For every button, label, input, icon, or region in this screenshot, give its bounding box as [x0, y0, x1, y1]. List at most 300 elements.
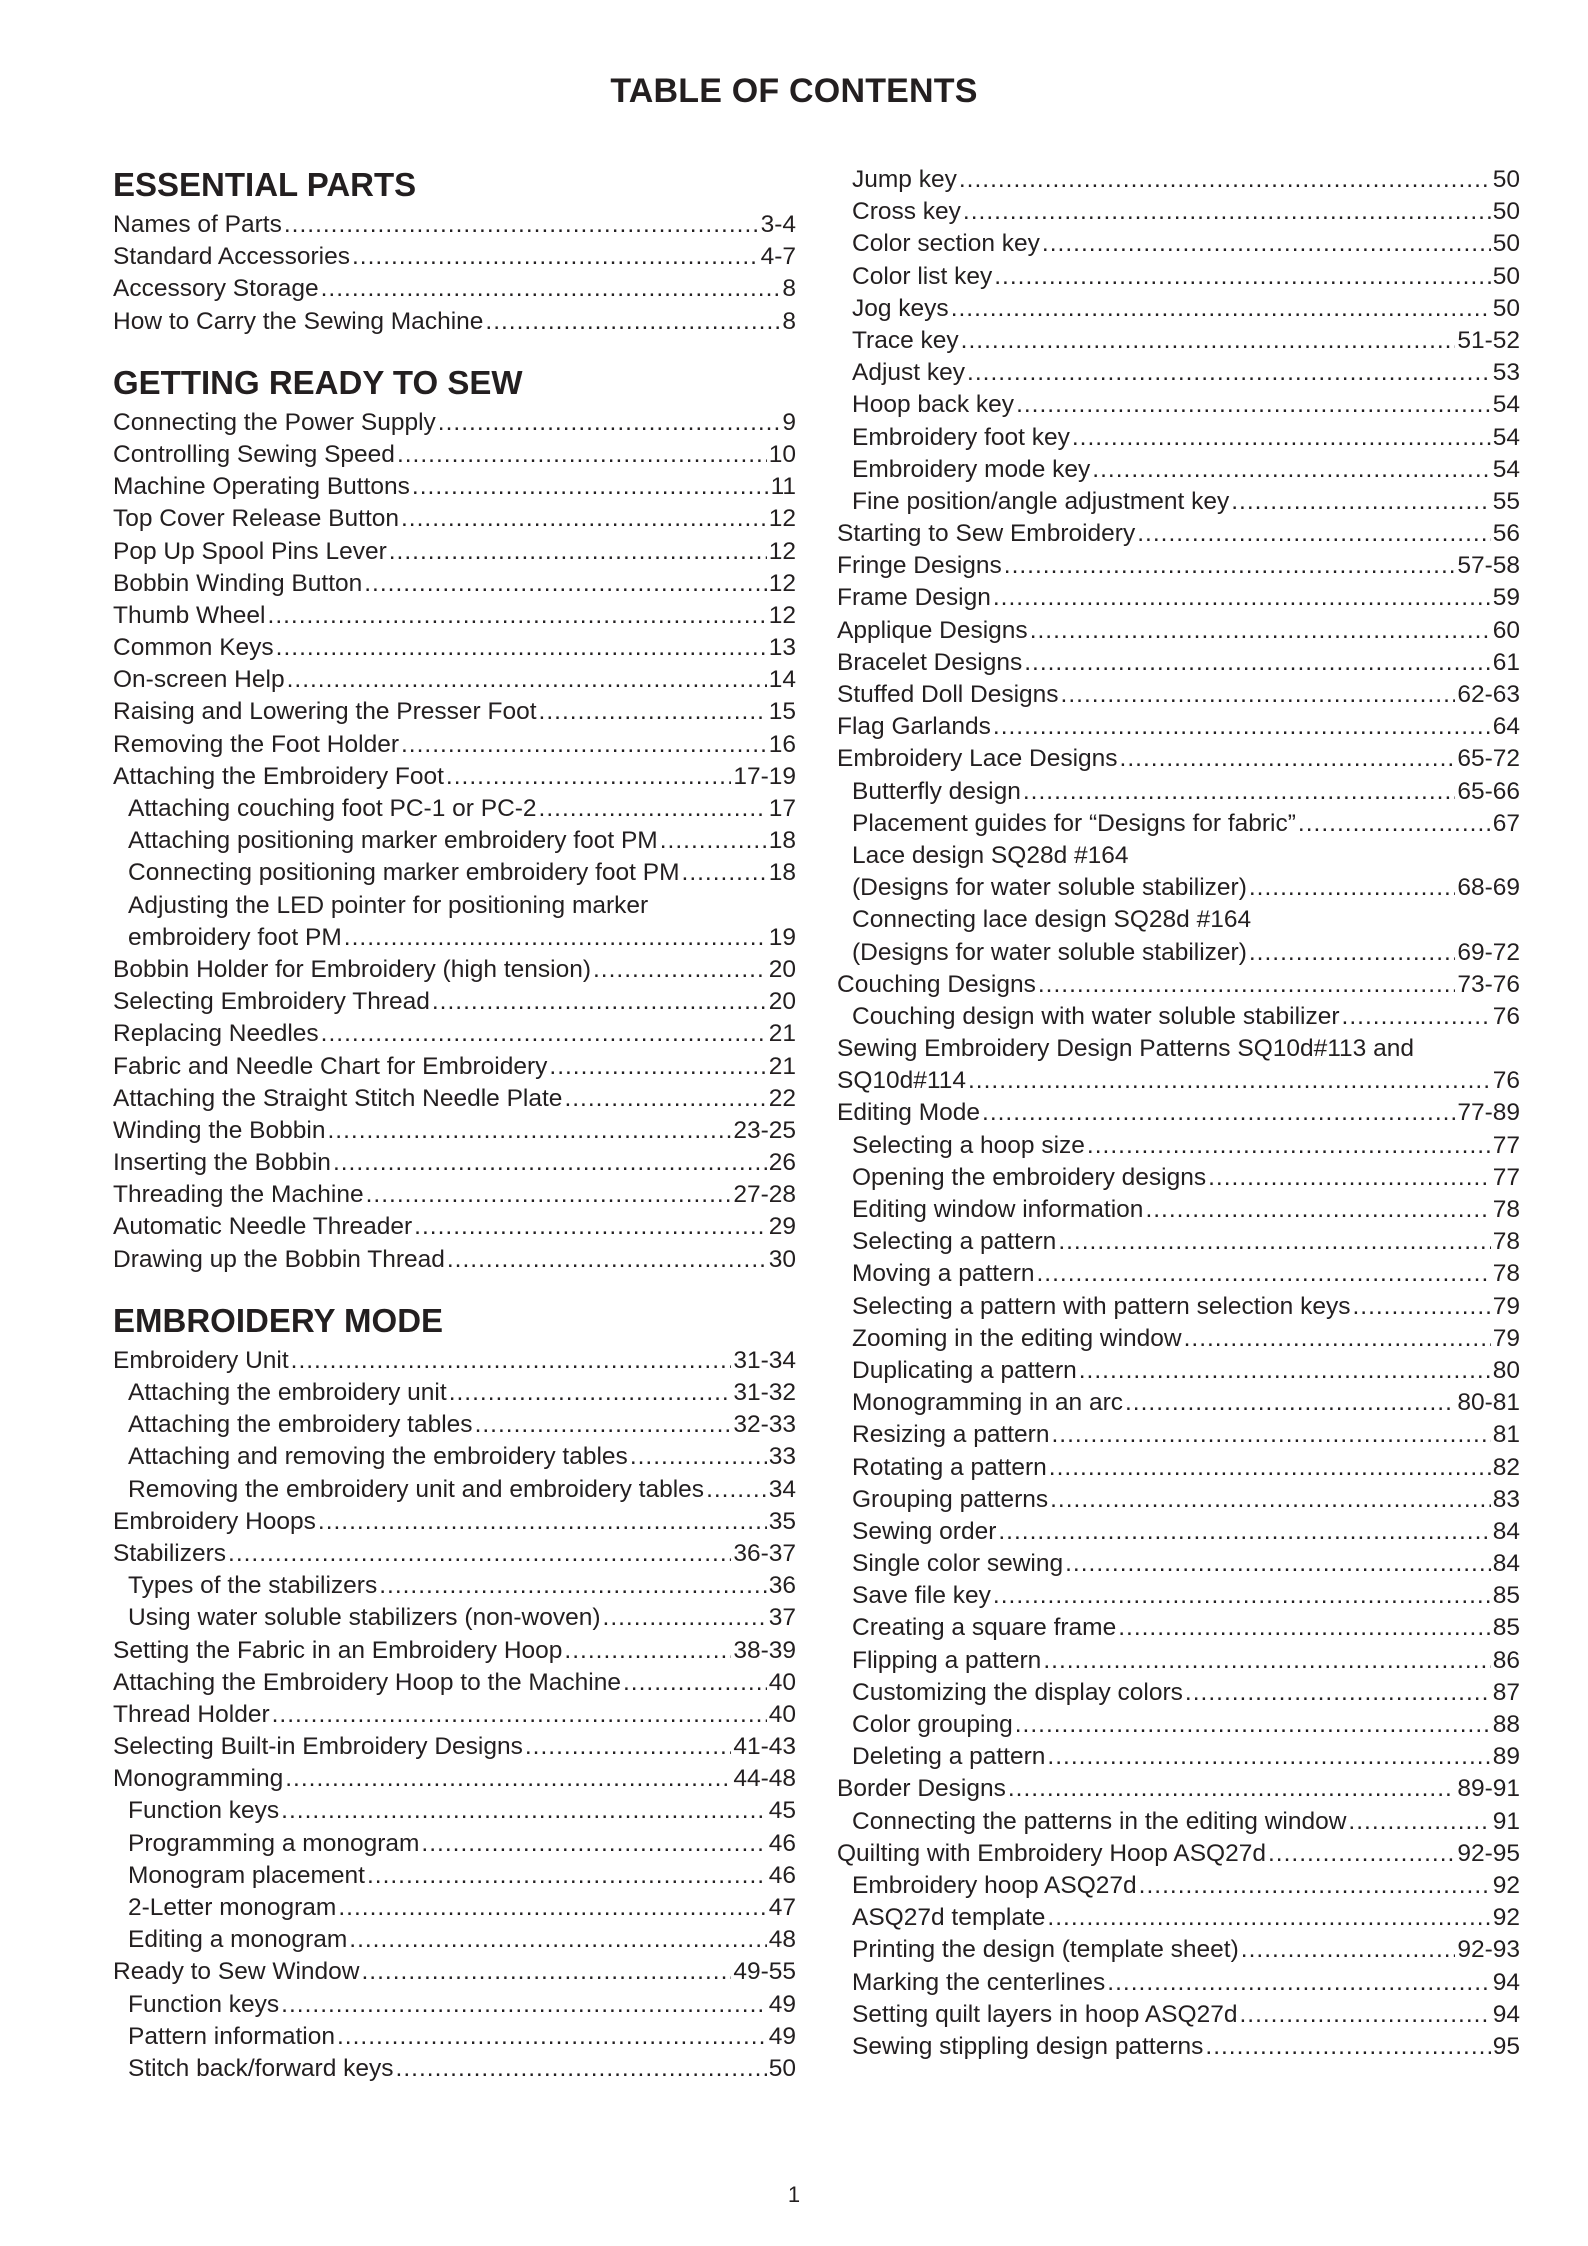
- toc-entry-title: Duplicating a pattern: [852, 1356, 1077, 1384]
- toc-entry-title: Stuffed Doll Designs: [837, 681, 1059, 708]
- toc-entry[interactable]: [113, 1828, 796, 1860]
- toc-entry[interactable]: [837, 1226, 1520, 1258]
- toc-entry[interactable]: [837, 1419, 1520, 1451]
- toc-entry-title: SQ10d#114: [837, 1067, 966, 1095]
- toc-entry[interactable]: [837, 937, 1520, 969]
- toc-entry[interactable]: [113, 1506, 796, 1538]
- dot-leader: [951, 293, 1491, 325]
- toc-entry[interactable]: [837, 164, 1520, 196]
- dot-leader: [285, 1763, 731, 1795]
- toc-entry[interactable]: [113, 1051, 796, 1083]
- dot-leader: [1030, 615, 1491, 647]
- dot-leader: [367, 1860, 767, 1892]
- toc-entry-title: Monogramming: [113, 1765, 284, 1793]
- toc-entry[interactable]: [113, 1731, 796, 1763]
- toc-entry[interactable]: [837, 904, 1520, 936]
- toc-entry-page: 41-43: [733, 1733, 796, 1761]
- dot-leader: [1049, 1452, 1491, 1484]
- dot-leader: [1043, 1645, 1490, 1677]
- toc-entry[interactable]: [113, 1892, 796, 1924]
- toc-entry-title: Removing the Foot Holder: [113, 730, 399, 758]
- toc-entry-page: 92-95: [1457, 1839, 1520, 1867]
- toc-entry[interactable]: [113, 1244, 796, 1276]
- toc-entry[interactable]: [837, 615, 1520, 647]
- toc-entry-page: 35: [768, 1507, 796, 1535]
- toc-entry-page: 15: [768, 698, 796, 726]
- toc-entry-page: 23-25: [733, 1116, 796, 1144]
- dot-leader: [389, 536, 767, 568]
- toc-entry[interactable]: [113, 600, 796, 632]
- dot-leader: [993, 582, 1491, 614]
- toc-entry-title: Sewing stippling design patterns: [852, 2032, 1204, 2060]
- toc-entry-title: Attaching the Embroidery Hoop to the Machine: [113, 1668, 621, 1696]
- toc-entry[interactable]: [113, 306, 796, 338]
- toc-entry-page: 91: [1492, 1807, 1520, 1835]
- dot-leader: [1037, 1258, 1491, 1290]
- toc-entry-page: 81: [1492, 1421, 1520, 1449]
- toc-entry-page: 61: [1492, 648, 1520, 676]
- toc-entry[interactable]: [113, 1699, 796, 1731]
- dot-leader: [349, 1924, 766, 1956]
- dot-leader: [276, 632, 767, 664]
- toc-entry[interactable]: [113, 503, 796, 535]
- dot-leader: [1118, 1612, 1491, 1644]
- toc-entry[interactable]: [837, 840, 1520, 872]
- toc-entry-page: 33: [768, 1443, 796, 1471]
- toc-entry-page: 38-39: [733, 1636, 796, 1664]
- toc-entry-page: 44-48: [733, 1765, 796, 1793]
- toc-left-column: [113, 162, 796, 2085]
- toc-entry[interactable]: [837, 1516, 1520, 1548]
- dot-leader: [1352, 1291, 1490, 1323]
- toc-entry[interactable]: [837, 1065, 1520, 1097]
- toc-entry-page: 95: [1492, 2032, 1520, 2060]
- toc-entry-page: 94: [1492, 1968, 1520, 1996]
- toc-entry-page: 67: [1492, 809, 1520, 837]
- toc-entry[interactable]: [837, 1580, 1520, 1612]
- toc-entry-page: 46: [768, 1829, 796, 1857]
- toc-entry[interactable]: [837, 1258, 1520, 1290]
- toc-entry-page: 20: [768, 955, 796, 983]
- toc-entry[interactable]: [113, 1795, 796, 1827]
- dot-leader: [1087, 1130, 1491, 1162]
- dot-leader: [1072, 422, 1491, 454]
- toc-section: [113, 360, 796, 1276]
- toc-entry-title: Setting the Fabric in an Embroidery Hoop: [113, 1636, 563, 1664]
- toc-entry-page: 78: [1492, 1196, 1520, 1223]
- toc-entry[interactable]: [837, 1291, 1520, 1323]
- toc-entry-page: 84: [1492, 1550, 1520, 1578]
- dot-leader: [539, 696, 767, 728]
- toc-entry[interactable]: [113, 2053, 796, 2085]
- dot-leader: [1120, 743, 1456, 775]
- toc-entry[interactable]: [113, 1441, 796, 1473]
- toc-entry-page: 54: [1492, 391, 1520, 419]
- toc-entry[interactable]: [837, 1162, 1520, 1194]
- dot-leader: [961, 325, 1456, 357]
- toc-entry-page: 54: [1492, 423, 1520, 451]
- toc-entry-list: [113, 407, 796, 1276]
- dot-leader: [1061, 679, 1456, 711]
- toc-entry-title: Raising and Lowering the Presser Foot: [113, 698, 537, 726]
- dot-leader: [994, 261, 1491, 293]
- toc-entry-page: 12: [768, 569, 796, 597]
- toc-entry-page: 47: [768, 1894, 796, 1921]
- toc-entry-page: 82: [1492, 1453, 1520, 1481]
- toc-entry[interactable]: [837, 1709, 1520, 1741]
- toc-entry[interactable]: [113, 568, 796, 600]
- toc-entry-title: Quilting with Embroidery Hoop ASQ27d: [837, 1839, 1266, 1867]
- toc-entry-title: Deleting a pattern: [852, 1743, 1046, 1771]
- section-heading: EMBROIDERY MODE: [113, 1301, 444, 1339]
- toc-entry[interactable]: [837, 1902, 1520, 1934]
- toc-entry-title: Customizing the display colors: [852, 1678, 1183, 1706]
- toc-entry-title: Frame Design: [837, 584, 991, 612]
- toc-entry-page: 78: [1492, 1260, 1520, 1288]
- toc-entry-title: Attaching the embroidery unit: [128, 1379, 447, 1406]
- toc-entry-page: 78: [1492, 1228, 1520, 1256]
- dot-leader: [1342, 1001, 1491, 1033]
- toc-entry-title: Sewing order: [852, 1517, 997, 1545]
- toc-right-column: [837, 164, 1520, 2063]
- toc-entry[interactable]: [113, 209, 796, 241]
- toc-entry-page: 87: [1492, 1678, 1520, 1706]
- page-number: 1: [787, 2182, 801, 2207]
- dot-leader: [1047, 1902, 1490, 1934]
- toc-entry-title: Attaching the Straight Stitch Needle Plate: [113, 1084, 563, 1112]
- toc-entry-page: 12: [768, 537, 796, 565]
- dot-leader: [630, 1441, 767, 1473]
- toc-entry[interactable]: [113, 407, 796, 439]
- toc-entry-title: Monogramming in an arc: [852, 1389, 1123, 1417]
- toc-entry[interactable]: [837, 1967, 1520, 1999]
- toc-entry-page: 18: [768, 827, 796, 855]
- dot-leader: [1024, 647, 1491, 679]
- toc-entry[interactable]: [837, 679, 1520, 711]
- dot-leader: [1050, 1484, 1491, 1516]
- toc-entry[interactable]: [113, 1409, 796, 1441]
- toc-entry[interactable]: [837, 711, 1520, 743]
- toc-entry[interactable]: [837, 776, 1520, 808]
- toc-entry-title: Adjusting the LED pointer for positioning marker: [128, 891, 649, 919]
- toc-entry[interactable]: [113, 1956, 796, 1988]
- toc-entry[interactable]: [837, 743, 1520, 775]
- toc-entry[interactable]: [837, 2031, 1520, 2063]
- toc-entry-page: 21: [768, 1052, 796, 1080]
- dot-leader: [998, 1516, 1490, 1548]
- toc-entry-page: 45: [768, 1797, 796, 1825]
- toc-entry-title: Winding the Bobbin: [113, 1116, 326, 1144]
- dot-leader: [682, 857, 767, 889]
- dot-leader: [284, 209, 759, 241]
- toc-entry[interactable]: [113, 986, 796, 1018]
- dot-leader: [564, 1635, 731, 1667]
- toc-entry-title: Top Cover Release Button: [113, 505, 399, 533]
- toc-entry[interactable]: [837, 357, 1520, 389]
- dot-leader: [446, 761, 731, 793]
- dot-leader: [414, 1211, 767, 1243]
- toc-entry-title: Cross key: [852, 198, 961, 226]
- toc-entry-title: 2-Letter monogram: [128, 1894, 337, 1921]
- dot-leader: [352, 241, 759, 273]
- toc-entry[interactable]: [837, 1999, 1520, 2031]
- dot-leader: [475, 1409, 732, 1441]
- toc-entry[interactable]: [837, 550, 1520, 582]
- toc-entry[interactable]: [837, 647, 1520, 679]
- toc-entry-title: How to Carry the Sewing Machine: [113, 307, 484, 335]
- section-heading: ESSENTIAL PARTS: [113, 166, 417, 203]
- toc-entry-page: 49: [768, 2022, 796, 2050]
- toc-entry[interactable]: [837, 422, 1520, 454]
- dot-leader: [401, 729, 767, 761]
- toc-entry[interactable]: [837, 486, 1520, 518]
- toc-entry[interactable]: [837, 1484, 1520, 1516]
- toc-entry[interactable]: [837, 325, 1520, 357]
- toc-entry-page: 36-37: [733, 1539, 796, 1567]
- toc-entry[interactable]: [113, 1860, 796, 1892]
- toc-entry-title: Names of Parts: [113, 211, 282, 238]
- toc-entry-title: Pattern information: [128, 2022, 335, 2050]
- toc-entry[interactable]: [113, 536, 796, 568]
- dot-leader: [1023, 776, 1455, 808]
- toc-entry[interactable]: [837, 969, 1520, 1001]
- dot-leader: [327, 1115, 731, 1147]
- toc-entry-title: Butterfly design: [852, 777, 1021, 805]
- toc-entry-title: Selecting Built-in Embroidery Designs: [113, 1733, 523, 1761]
- toc-entry-page: 77: [1492, 1131, 1520, 1159]
- toc-entry-title: Flipping a pattern: [852, 1646, 1042, 1674]
- toc-entry[interactable]: [113, 954, 796, 986]
- toc-entry-title: Connecting the patterns in the editing window: [852, 1807, 1347, 1835]
- toc-entry-title: Selecting a pattern: [852, 1228, 1057, 1256]
- dot-leader: [485, 306, 780, 338]
- toc-entry[interactable]: [113, 1602, 796, 1634]
- dot-leader: [1107, 1967, 1490, 1999]
- toc-entry-page: 89-91: [1457, 1775, 1520, 1803]
- toc-entry[interactable]: [837, 1677, 1520, 1709]
- toc-entry-title: Monogram placement: [128, 1861, 365, 1889]
- toc-entry-page: 92: [1492, 1904, 1520, 1932]
- toc-entry[interactable]: [113, 1763, 796, 1795]
- toc-entry-title: Embroidery Hoops: [113, 1507, 316, 1535]
- toc-entry-title: (Designs for water soluble stabilizer): [852, 874, 1247, 902]
- toc-entry-page: 69-72: [1457, 938, 1520, 966]
- toc-entry[interactable]: [837, 1870, 1520, 1902]
- toc-entry[interactable]: [113, 1115, 796, 1147]
- toc-entry-title: Fringe Designs: [837, 552, 1002, 580]
- toc-entry[interactable]: [113, 825, 796, 857]
- dot-leader: [539, 793, 767, 825]
- dot-leader: [379, 1570, 767, 1602]
- toc-entry[interactable]: [837, 872, 1520, 904]
- toc-entry-title: Threading the Machine: [113, 1181, 364, 1209]
- toc-entry[interactable]: [837, 808, 1520, 840]
- toc-entry-title: Pop Up Spool Pins Lever: [113, 537, 387, 565]
- toc-entry-title: Replacing Needles: [113, 1020, 319, 1048]
- toc-entry-page: 50: [1492, 294, 1520, 322]
- toc-entry[interactable]: [837, 1548, 1520, 1580]
- toc-entry[interactable]: [113, 1147, 796, 1179]
- toc-entry-page: 76: [1492, 1002, 1520, 1030]
- toc-entry[interactable]: [113, 696, 796, 728]
- toc-entry[interactable]: [837, 1612, 1520, 1644]
- dot-leader: [318, 1506, 767, 1538]
- toc-entry-page: 10: [768, 440, 796, 468]
- toc-entry[interactable]: [837, 196, 1520, 228]
- dot-leader: [338, 1892, 766, 1924]
- toc-entry-title: Editing Mode: [837, 1099, 981, 1127]
- toc-entry[interactable]: [837, 1130, 1520, 1162]
- toc-entry-page: 94: [1492, 2000, 1520, 2028]
- toc-entry[interactable]: [113, 1538, 796, 1570]
- toc-entry[interactable]: [113, 2021, 796, 2053]
- toc-entry[interactable]: [113, 439, 796, 471]
- toc-entry[interactable]: [837, 1741, 1520, 1773]
- toc-entry[interactable]: [837, 1773, 1520, 1805]
- toc-entry-page: 37: [768, 1604, 796, 1632]
- toc-entry[interactable]: [113, 1179, 796, 1211]
- toc-entry[interactable]: [837, 1097, 1520, 1129]
- toc-entry[interactable]: [113, 922, 796, 954]
- toc-entry[interactable]: [113, 1211, 796, 1243]
- toc-entry[interactable]: [113, 632, 796, 664]
- toc-entry-page: 3-4: [760, 211, 796, 238]
- toc-entry[interactable]: [113, 761, 796, 793]
- toc-entry-page: 80: [1492, 1356, 1520, 1384]
- dot-leader: [593, 954, 767, 986]
- toc-entry-title: Couching Designs: [837, 970, 1036, 998]
- toc-entry-page: 60: [1492, 616, 1520, 644]
- dot-leader: [982, 1097, 1455, 1129]
- toc-entry-title: Inserting the Bobbin: [113, 1149, 331, 1177]
- toc-entry[interactable]: [837, 1194, 1520, 1226]
- toc-entry-title: Bracelet Designs: [837, 648, 1023, 676]
- toc-entry-title: Connecting lace design SQ28d #164: [852, 906, 1252, 934]
- toc-entry-title: Using water soluble stabilizers (non-woven): [128, 1604, 601, 1632]
- toc-entry-page: 50: [1492, 198, 1520, 226]
- dot-leader: [412, 471, 769, 503]
- toc-entry[interactable]: [113, 1083, 796, 1115]
- toc-entry-page: 50: [1492, 166, 1520, 193]
- dot-leader: [1016, 389, 1491, 421]
- toc-entry[interactable]: [113, 793, 796, 825]
- toc-entry[interactable]: [837, 261, 1520, 293]
- dot-leader: [549, 1051, 766, 1083]
- toc-entry-page: 89: [1492, 1743, 1520, 1771]
- toc-entry-title: Jog keys: [852, 294, 949, 322]
- dot-leader: [396, 2053, 767, 2085]
- toc-entry-title: Selecting a pattern with pattern selection keys: [852, 1292, 1351, 1320]
- toc-entry[interactable]: [113, 1345, 796, 1377]
- toc-entry-page: 20: [768, 988, 796, 1016]
- dot-leader: [1125, 1387, 1455, 1419]
- toc-entry-title: Function keys: [128, 1990, 280, 2018]
- toc-entry[interactable]: [837, 228, 1520, 260]
- toc-entry[interactable]: [113, 857, 796, 889]
- toc-entry[interactable]: [837, 454, 1520, 486]
- toc-entry[interactable]: [837, 389, 1520, 421]
- toc-entry[interactable]: [113, 1989, 796, 2021]
- toc-entry-title: Couching design with water soluble stabilizer: [852, 1002, 1340, 1030]
- toc-entry[interactable]: [837, 293, 1520, 325]
- toc-entry-title: Machine Operating Buttons: [113, 473, 410, 501]
- dot-leader: [337, 2021, 767, 2053]
- toc-entry[interactable]: [837, 582, 1520, 614]
- toc-entry-title: Embroidery mode key: [852, 455, 1091, 483]
- toc-entry[interactable]: [113, 1667, 796, 1699]
- toc-entry-page: 59: [1492, 584, 1520, 612]
- toc-entry[interactable]: [113, 1377, 796, 1409]
- toc-entry[interactable]: [113, 471, 796, 503]
- toc-entry-title: Zooming in the editing window: [852, 1324, 1182, 1352]
- toc-entry-page: 88: [1492, 1711, 1520, 1738]
- toc-entry[interactable]: [837, 1806, 1520, 1838]
- toc-entry-page: 18: [768, 859, 796, 887]
- toc-entry-title: Fine position/angle adjustment key: [852, 487, 1230, 515]
- toc-entry[interactable]: [837, 1934, 1520, 1966]
- section-heading: GETTING READY TO SEW: [113, 363, 523, 401]
- toc-entry[interactable]: [837, 1033, 1520, 1065]
- dot-leader: [287, 664, 767, 696]
- toc-entry-page: 65-72: [1457, 745, 1520, 773]
- toc-entry[interactable]: [113, 1635, 796, 1667]
- dot-leader: [1241, 1934, 1456, 1966]
- toc-entry-title: Selecting Embroidery Thread: [113, 988, 430, 1016]
- toc-entry-page: 22: [768, 1084, 796, 1112]
- toc-entry[interactable]: [837, 1387, 1520, 1419]
- toc-entry[interactable]: [113, 1924, 796, 1956]
- toc-entry[interactable]: [837, 1645, 1520, 1677]
- toc-entry-title: Embroidery hoop ASQ27d: [852, 1871, 1137, 1899]
- dot-leader: [1051, 1419, 1490, 1451]
- toc-entry-page: 50: [768, 2054, 796, 2082]
- toc-entry-page: 51-52: [1457, 326, 1520, 354]
- toc-entry[interactable]: [837, 1838, 1520, 1870]
- dot-leader: [706, 1474, 767, 1506]
- dot-leader: [1058, 1226, 1490, 1258]
- toc-entry-page: 8: [782, 307, 796, 335]
- toc-entry[interactable]: [837, 518, 1520, 550]
- toc-entry[interactable]: [113, 729, 796, 761]
- toc-entry[interactable]: [113, 273, 796, 305]
- toc-entry-page: 29: [768, 1213, 796, 1241]
- toc-entry-title: (Designs for water soluble stabilizer): [852, 938, 1247, 966]
- toc-entry[interactable]: [113, 241, 796, 273]
- toc-entry[interactable]: [837, 1323, 1520, 1355]
- toc-entry-title: Types of the stabilizers: [128, 1572, 378, 1600]
- toc-entry[interactable]: [837, 1452, 1520, 1484]
- toc-entry[interactable]: [113, 1018, 796, 1050]
- toc-entry-title: Hoop back key: [852, 391, 1015, 419]
- toc-entry-page: 62-63: [1457, 681, 1520, 708]
- dot-leader: [1205, 2031, 1490, 2063]
- toc-entry-title: Standard Accessories: [113, 243, 350, 271]
- dot-leader: [447, 1244, 767, 1276]
- toc-entry-title: Sewing Embroidery Design Patterns SQ10d#113 and: [837, 1035, 1414, 1063]
- toc-entry[interactable]: [837, 1001, 1520, 1033]
- toc-entry[interactable]: [113, 1570, 796, 1602]
- dot-leader: [1231, 486, 1490, 518]
- dot-leader: [1092, 454, 1490, 486]
- toc-entry[interactable]: [113, 664, 796, 696]
- toc-entry-list: [113, 209, 796, 338]
- toc-entry[interactable]: [837, 1355, 1520, 1387]
- toc-entry[interactable]: [113, 890, 796, 922]
- toc-entry-title: Placement guides for “Designs for fabric”: [852, 809, 1296, 837]
- dot-leader: [438, 407, 781, 439]
- toc-entry-page: 53: [1492, 359, 1520, 387]
- toc-entry[interactable]: [113, 1474, 796, 1506]
